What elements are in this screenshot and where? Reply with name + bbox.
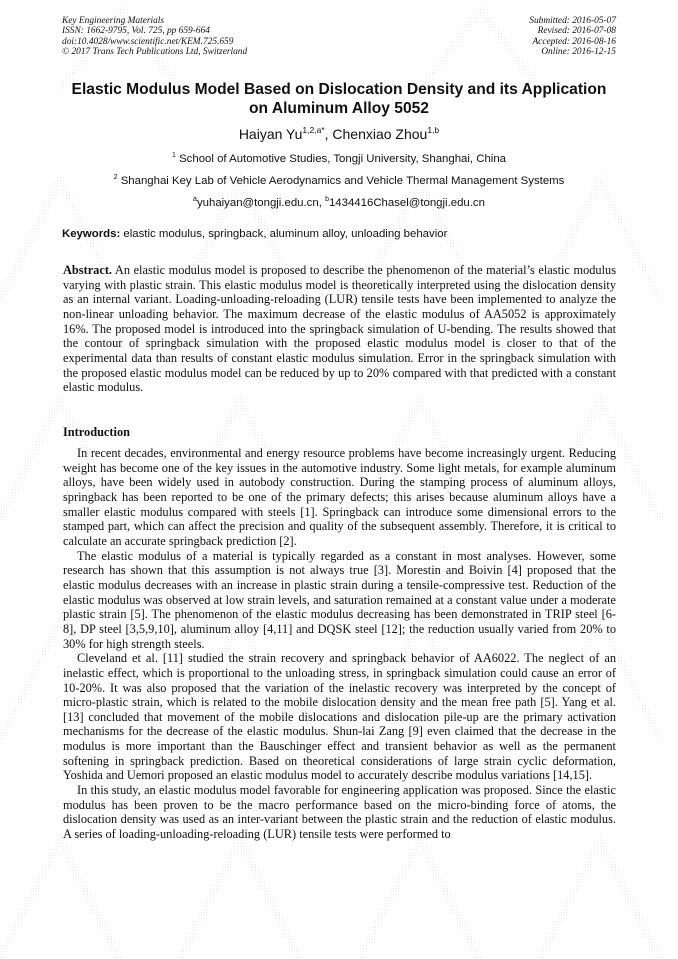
copyright: © 2017 Trans Tech Publications Ltd, Switzerland xyxy=(62,46,248,57)
abstract xyxy=(63,263,616,395)
affiliation-text: School of Automotive Studies, Tongji University, Shanghai, China xyxy=(175,153,506,165)
date-accepted: Accepted: 2016-08-16 xyxy=(532,36,616,47)
paragraph: In recent decades, environmental and energy resource problems have become increasingly urgent. Reducing weight has become one of the key issues in the automotive industry. Some light metals, for example aluminum alloys, have been widely used in autobody construction. During the stamping process of aluminum alloys, springback has been reported to be one of the primary defects; this arises because aluminum alloys have a smaller elastic modulus compared with steels [1]. Springback can introduce some dimensional errors to the stamped part, which can affect the precision and quality of the subsequent assembly. Therefore, it is critical to calculate an accurate springback prediction [2]. xyxy=(63,446,616,548)
title-line-2: on Aluminum Alloy 5052 xyxy=(249,100,429,117)
keywords-text: elastic modulus, springback, aluminum alloy, unloading behavior xyxy=(120,228,448,240)
date-submitted: Submitted: 2016-05-07 xyxy=(529,16,616,26)
abstract-label: Abstract. xyxy=(63,263,113,277)
paragraph: In this study, an elastic modulus model favorable for engineering application was proposed. Since the elastic modulus has been proven to be the macro performance based on the micro-binding force of atoms, the dislocation density was used as an inter-variant between the plastic strain and the reduction of elastic modulus. A series of loading-unloading-reloading (LUR) tensile tests were performed to xyxy=(63,783,616,842)
affiliation-marker: 2 xyxy=(113,174,118,181)
journal-doi[interactable]: doi:10.4028/www.scientific.net/KEM.725.659 xyxy=(62,36,234,47)
affiliation-1 xyxy=(40,149,638,166)
paragraph: The elastic modulus of a material is typically regarded as a constant in most analyses. However, some research has shown that this assumption is not always true [3]. Morestin and Boivin [4] proposed that the elastic modulus decreases with an increase in plastic strain during a tensile-compressive test. Reduction of the elastic modulus was observed at low strain levels, and saturation remained at a constant value under a moderate plastic strain [5]. The phenomenon of the elastic modulus decreasing has been demonstrated in TRIP steel [6-8], DP steel [3,5,9,10], aluminum alloy [4,11] and DQSK steel [12]; the reduction usually varied from 20% to 30% for high strength steels. xyxy=(63,548,616,651)
journal-info xyxy=(62,16,247,57)
author-list xyxy=(40,121,638,143)
author-name: Haiyan Yu xyxy=(238,126,303,142)
section-heading-introduction: Introduction xyxy=(63,425,130,439)
title-line-1: Elastic Modulus Model Based on Dislocation Density and its Application xyxy=(71,81,607,98)
author-affiliation-marker: 1,2,a* xyxy=(302,125,325,135)
author-emails xyxy=(40,193,638,210)
paper-title xyxy=(40,80,638,118)
author-affiliation-marker: 1,b xyxy=(427,125,440,135)
introduction-body xyxy=(63,446,616,842)
keywords-label: Keywords: xyxy=(62,228,121,240)
publication-dates xyxy=(529,16,616,57)
affiliation-text: Shanghai Key Lab of Vehicle Aerodynamics and Vehicle Thermal Management Systems xyxy=(117,175,565,187)
email-marker: a xyxy=(193,196,197,203)
author-separator: , xyxy=(324,126,333,142)
affiliation-2 xyxy=(40,171,638,188)
author-name: Chenxiao Zhou xyxy=(332,126,428,142)
journal-name: Key Engineering Materials xyxy=(62,16,165,26)
abstract-text: An elastic modulus model is proposed to describe the phenomenon of the material’s elastic modulus varying with plastic strain. This elastic modulus model is theoretically interpreted using the dislocation density as an internal variant. Loading-unloading-reloading (LUR) tensile tests have been implemented to analyze the non-linear unloading behavior. The maximum decrease of the elastic modulus of AA5052 is approximately 16%. The proposed model is introduced into the springback simulation of U-bending. The results showed that the contour of springback simulation with the proposed elastic modulus model is closer to that of the experimental data than results of constant elastic modulus simulation. Error in the springback simulation with the proposed elastic modulus model can be reduced by up to 20% compared with that predicted with a constant elastic modulus. xyxy=(63,263,616,395)
email-link[interactable]: yuhaiyan@tongji.edu.cn xyxy=(196,197,319,209)
keywords xyxy=(62,227,447,241)
date-online: Online: 2016-12-15 xyxy=(541,46,616,57)
date-revised: Revised: 2016-07-08 xyxy=(537,26,616,37)
journal-issn: ISSN: 1662-9795, Vol. 725, pp 659-664 xyxy=(62,26,210,37)
email-separator: , xyxy=(318,197,326,209)
affiliation-marker: 1 xyxy=(172,152,176,159)
email-marker: b xyxy=(325,196,329,203)
email-link[interactable]: 1434416Chasel@tongji.edu.cn xyxy=(328,197,485,209)
paragraph: Cleveland et al. [11] studied the strain recovery and springback behavior of AA6022. The neglect of an inelastic effect, which is proportional to the unloading stress, in springback simulation could cause an error of 10-20%. It was also proposed that the variation of the inelastic recovery was interpreted by the concept of micro-plastic strain, which is related to the mobile dislocation density and the mean free path [5]. Yang et al. [13] concluded that movement of the mobile dislocations and dislocation pile-up are the primary activation mechanisms for the decrease of the elastic modulus. Shun-lai Zang [9] even claimed that the decrease in the modulus is more important than the Bauschinger effect and transient behavior as well as the permanent softening in springback prediction. Based on theoretical considerations of large strain cyclic deformation, Yoshida and Uemori proposed an elastic modulus model to accurately describe modulus variations [14,15]. xyxy=(63,651,616,783)
